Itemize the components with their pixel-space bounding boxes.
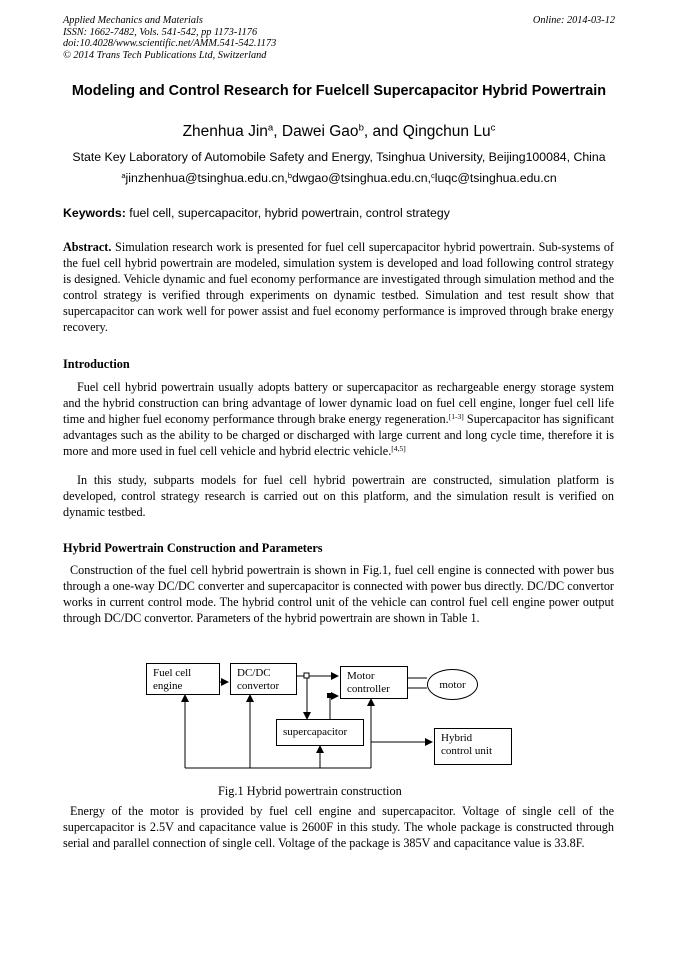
author-separator: , and <box>363 123 403 140</box>
journal-header <box>63 15 615 61</box>
author-superscript: b <box>358 122 364 134</box>
copyright-line: © 2014 Trans Tech Publications Ltd, Switzerland <box>63 49 267 61</box>
email-superscript: a <box>121 170 126 180</box>
intro-text-b: Supercapacitor has significant advantages such as the ability to be charged or discharged with large current and long cycle time, therefore it is more and more used in fuel cell vehicle and hybrid electric vehicle. <box>63 412 614 459</box>
hybrid-text: Construction of the fuel cell hybrid powertrain is shown in Fig.1, fuel cell engine is connected with power bus through a one-way DC/DC converter and supercapacitor is connected with power bus directly. DC/DC convertor works in current control mode. The hybrid control unit of the vehicle can control fuel cell engine power output through DC/DC convertor. Parameters of the hybrid powertrain are shown in Table 1. <box>63 563 614 626</box>
email-separator: , <box>284 171 288 185</box>
hcu-label: Hybrid <box>441 732 473 744</box>
email-separator: , <box>427 171 431 185</box>
introduction-paragraph-1 <box>63 379 614 459</box>
email-list <box>63 170 615 186</box>
keywords-line <box>63 205 615 221</box>
motor-label: motor <box>439 679 466 691</box>
supercapacitor-block <box>276 719 364 746</box>
powertrain-diagram <box>140 656 520 776</box>
paper-title: Modeling and Control Research for Fuelcell Supercapacitor Hybrid Powertrain <box>71 83 607 99</box>
hybrid-section-paragraph <box>63 562 614 626</box>
motor-controller-block <box>340 666 408 699</box>
figure-caption: Fig.1 Hybrid powertrain construction <box>218 784 402 798</box>
dcdc-convertor-block <box>230 663 297 695</box>
author-name: Dawei Gao <box>281 123 359 140</box>
hcu-label-2: control unit <box>441 745 493 757</box>
fuel-cell-label: Fuel cell <box>153 667 192 679</box>
energy-text: Energy of the motor is provided by fuel cell engine and supercapacitor. Voltage of single cell of the supercapacitor is 2.5V and capacitance value is 2600F in this study. The whole package is constructed through serial and parallel connection of single cell. Voltage of the package is 385V and capacitance value is 33.8F. <box>63 804 614 851</box>
email-superscript: b <box>287 170 292 180</box>
author-superscript: c <box>490 122 496 134</box>
bus-junction-node <box>304 673 309 678</box>
doi-line: doi:10.4028/www.scientific.net/AMM.541-542.1173 <box>63 38 277 50</box>
supercapacitor-label: supercapacitor <box>283 726 348 738</box>
abstract-label: Abstract. <box>63 240 112 254</box>
keywords-text: fuel cell, supercapacitor, hybrid powertrain, control strategy <box>125 206 450 220</box>
intro-text-c: In this study, subparts models for fuel cell hybrid powertrain are constructed, simulation platform is developed, control strategy research is carried out on this platform, and the simulation result is verified on dynamic testbed. <box>63 473 614 520</box>
abstract-paragraph <box>63 239 614 335</box>
email-address: jinzhenhua@tsinghua.edu.cn <box>125 171 285 185</box>
author-separator: , <box>273 123 282 140</box>
affiliation: State Key Laboratory of Automobile Safety and Energy, Tsinghua University, Beijing100084, China <box>72 150 606 164</box>
keywords-label: Keywords: <box>63 206 126 220</box>
online-date: Online: 2014-03-12 <box>532 15 615 26</box>
author-superscript: a <box>267 122 274 134</box>
motor-controller-label: Motor <box>347 670 375 682</box>
supercap-junction-node <box>327 693 332 698</box>
citation-ref: [4,5] <box>391 444 406 454</box>
dcdc-label-2: convertor <box>237 680 280 692</box>
issn-line: ISSN: 1662-7482, Vols. 541-542, pp 1173-1176 <box>63 26 258 38</box>
author-list <box>63 122 615 142</box>
intro-text-a: Fuel cell hybrid powertrain usually adopts battery or supercapacitor as rechargeable energy storage system and the hybrid construction can bring advantage of lower dynamic load on fuel cell engine, longer fuel cell life time and higher fuel economy performance through brake energy regeneration. <box>63 380 614 427</box>
introduction-paragraph-2 <box>63 472 614 520</box>
email-address: dwgao@tsinghua.edu.cn <box>292 171 428 185</box>
introduction-heading: Introduction <box>63 357 130 371</box>
fuel-cell-label-2: engine <box>153 680 183 692</box>
journal-name: Applied Mechanics and Materials <box>63 15 203 26</box>
author-name: Zhenhua Jin <box>182 123 268 140</box>
email-superscript: c <box>430 170 435 180</box>
dcdc-label: DC/DC <box>237 667 271 679</box>
author-name: Qingchun Lu <box>402 123 491 140</box>
energy-paragraph <box>63 803 614 851</box>
email-address: luqc@tsinghua.edu.cn <box>434 171 557 185</box>
motor-block <box>427 669 478 700</box>
hybrid-control-unit-block <box>434 728 512 765</box>
fuel-cell-engine-block <box>146 663 220 695</box>
citation-ref: [1-3] <box>448 411 464 421</box>
abstract-text: Simulation research work is presented for fuel cell supercapacitor hybrid powertrain. Sub-systems of the fuel cell hybrid powertrain are modeled, simulation system is developed and load following control strategy is designed. Vehicle dynamic and fuel economy performance are investigated through simulation method and the control strategy is verified through experiments on dynamic testbed. Simulation and test result show that supercapacitor can work well for power assist and fuel economy performance is improved through brake energy recovery. <box>63 240 614 335</box>
hybrid-section-heading: Hybrid Powertrain Construction and Parameters <box>63 541 323 555</box>
motor-controller-label-2: controller <box>347 683 390 695</box>
